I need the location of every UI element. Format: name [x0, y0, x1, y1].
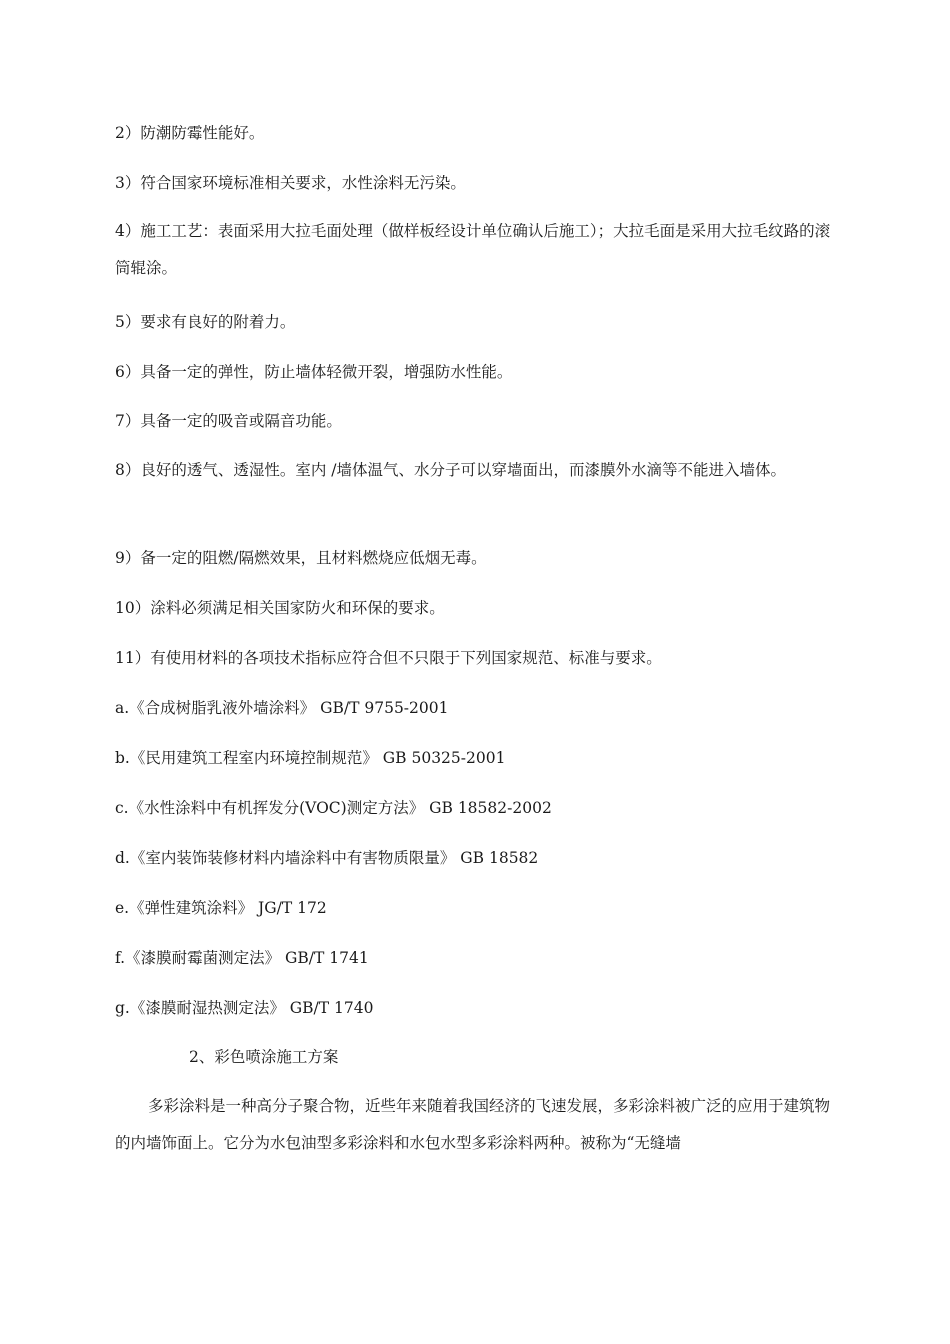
standard-item: e.《弹性建筑涂料》 JG/T 172: [115, 899, 327, 917]
list-item: 10）涂料必须满足相关国家防火和环保的要求。: [115, 599, 445, 617]
list-item: 7）具备一定的吸音或隔音功能。: [115, 412, 342, 430]
list-item: 11）有使用材料的各项技术指标应符合但不只限于下列国家规范、标准与要求。: [115, 649, 662, 667]
standard-item: c.《水性涂料中有机挥发分(VOC)测定方法》 GB 18582-2002: [115, 799, 552, 817]
list-item: 5）要求有良好的附着力。: [115, 313, 296, 331]
standard-item: f.《漆膜耐霉菌测定法》 GB/T 1741: [115, 949, 369, 967]
standard-item: d.《室内装饰装修材料内墙涂料中有害物质限量》 GB 18582: [115, 849, 539, 867]
standard-item: g.《漆膜耐湿热测定法》 GB/T 1740: [115, 999, 374, 1017]
list-item: 6）具备一定的弹性，防止墙体轻微开裂，增强防水性能。: [115, 363, 513, 381]
section-heading: 2、彩色喷涂施工方案: [189, 1048, 339, 1066]
list-item: 9）备一定的阻燃/隔燃效果，且材料燃烧应低烟无毒。: [115, 549, 487, 567]
standard-item: a.《合成树脂乳液外墙涂料》 GB/T 9755-2001: [115, 699, 449, 717]
list-item: 8）良好的透气、透湿性。室内 /墙体温气、水分子可以穿墙面出，而漆膜外水滴等不能进入墙体。: [115, 461, 787, 479]
body-paragraph: 多彩涂料是一种高分子聚合物，近些年来随着我国经济的飞速发展，多彩涂料被广泛的应用于建筑物的内墙饰面上。它分为水包油型多彩涂料和水包水型多彩涂料两种。被称为“无缝墙: [115, 1097, 831, 1152]
standard-item: b.《民用建筑工程室内环境控制规范》 GB 50325-2001: [115, 749, 506, 767]
list-item: 3）符合国家环境标准相关要求，水性涂料无污染。: [115, 174, 466, 192]
list-item: 4）施工工艺：表面采用大拉毛面处理（做样板经设计单位确认后施工）；大拉毛面是采用大拉毛纹路的滚筒辊涂。: [115, 222, 831, 277]
list-item: 2）防潮防霉性能好。: [115, 124, 265, 142]
